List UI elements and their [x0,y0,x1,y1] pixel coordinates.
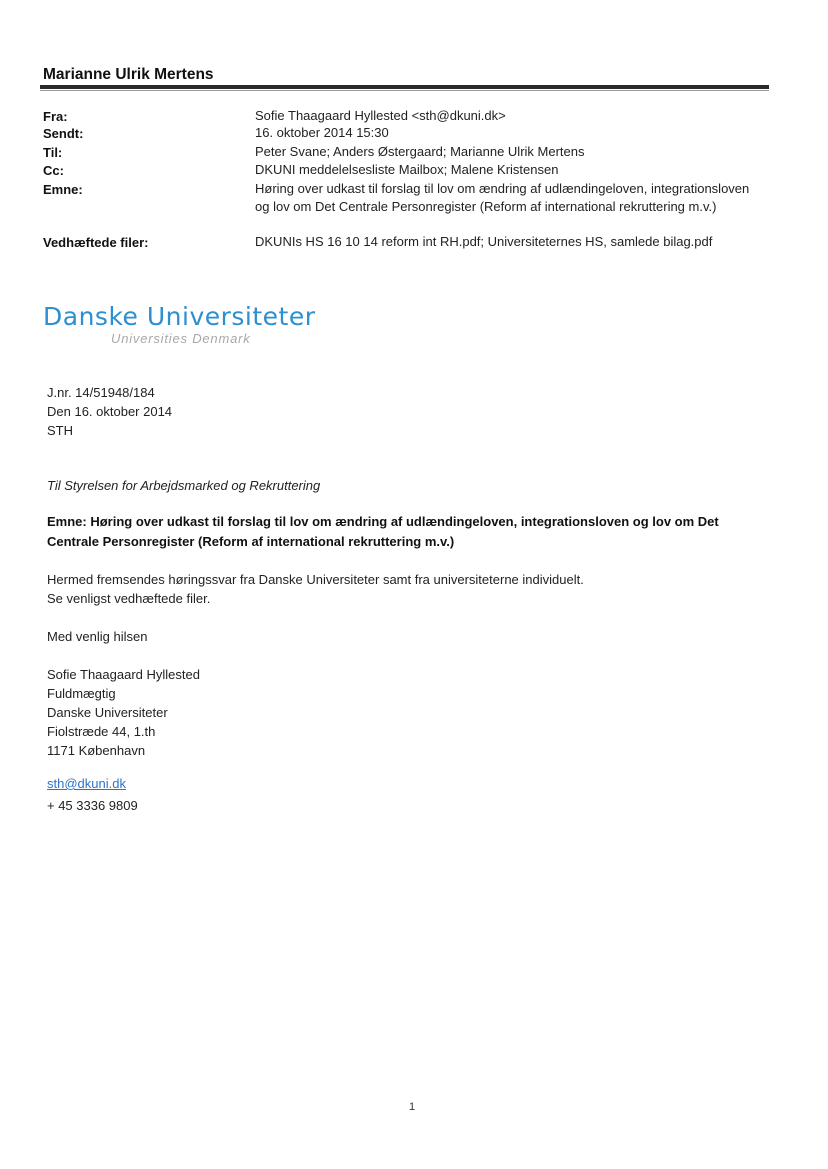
letter-recipient: Til Styrelsen for Arbejdsmarked og Rekruttering [47,478,321,493]
cc-label: Cc: [43,163,64,178]
to-label: Til: [43,145,63,160]
signature-org: Danske Universiteter [47,705,168,720]
body-line-1: Hermed fremsendes høringssvar fra Danske Universiteter samt fra universiteterne individuelt. [47,572,584,587]
to-value: Peter Svane; Anders Østergaard; Marianne Ulrik Mertens [255,144,585,159]
subject-value: Høring over udkast til forslag til lov om ændring af udlændingeloven, integrationsloven og lov om Det Centrale Personregister (Reform af international rekruttering m.v.) [255,181,750,214]
attachments-label: Vedhæftede filer: [43,235,149,250]
subject-label: Emne: [43,182,83,197]
closing: Med venlig hilsen [47,629,148,644]
letter-subject: Emne: Høring over udkast til forslag til lov om ændring af udlændingeloven, integrationsloven og lov om Det Centrale Personregister (Reform af international rekruttering m.v.) [47,514,719,549]
header-divider [40,85,769,89]
signature-title: Fuldmægtig [47,686,116,701]
phone-number: + 45 3336 9809 [47,798,138,813]
sent-value: 16. oktober 2014 15:30 [255,125,389,140]
from-value: Sofie Thaagaard Hyllested <sth@dkuni.dk> [255,108,506,123]
header-divider-thin [40,90,769,91]
danske-universiteter-logo: Danske Universiteter [43,302,316,331]
body-line-2: Se venligst vedhæftede filer. [47,591,211,606]
page-owner-name: Marianne Ulrik Mertens [43,66,214,83]
signature-address: Fiolstræde 44, 1.th [47,724,156,739]
signature-name: Sofie Thaagaard Hyllested [47,667,200,682]
signature-city: 1171 København [47,743,146,758]
email-link[interactable]: sth@dkuni.dk [47,776,126,791]
attachments-value: DKUNIs HS 16 10 14 reform int RH.pdf; Universiteternes HS, samlede bilag.pdf [255,234,713,249]
sent-label: Sendt: [43,126,84,141]
cc-value: DKUNI meddelelsesliste Mailbox; Malene Kristensen [255,162,559,177]
page-number: 1 [409,1101,416,1113]
letter-initials: STH [47,423,73,438]
letter-date: Den 16. oktober 2014 [47,404,173,419]
journal-number: J.nr. 14/51948/184 [47,385,155,400]
from-label: Fra: [43,109,68,124]
logo-subtitle: Universities Denmark [111,331,251,346]
